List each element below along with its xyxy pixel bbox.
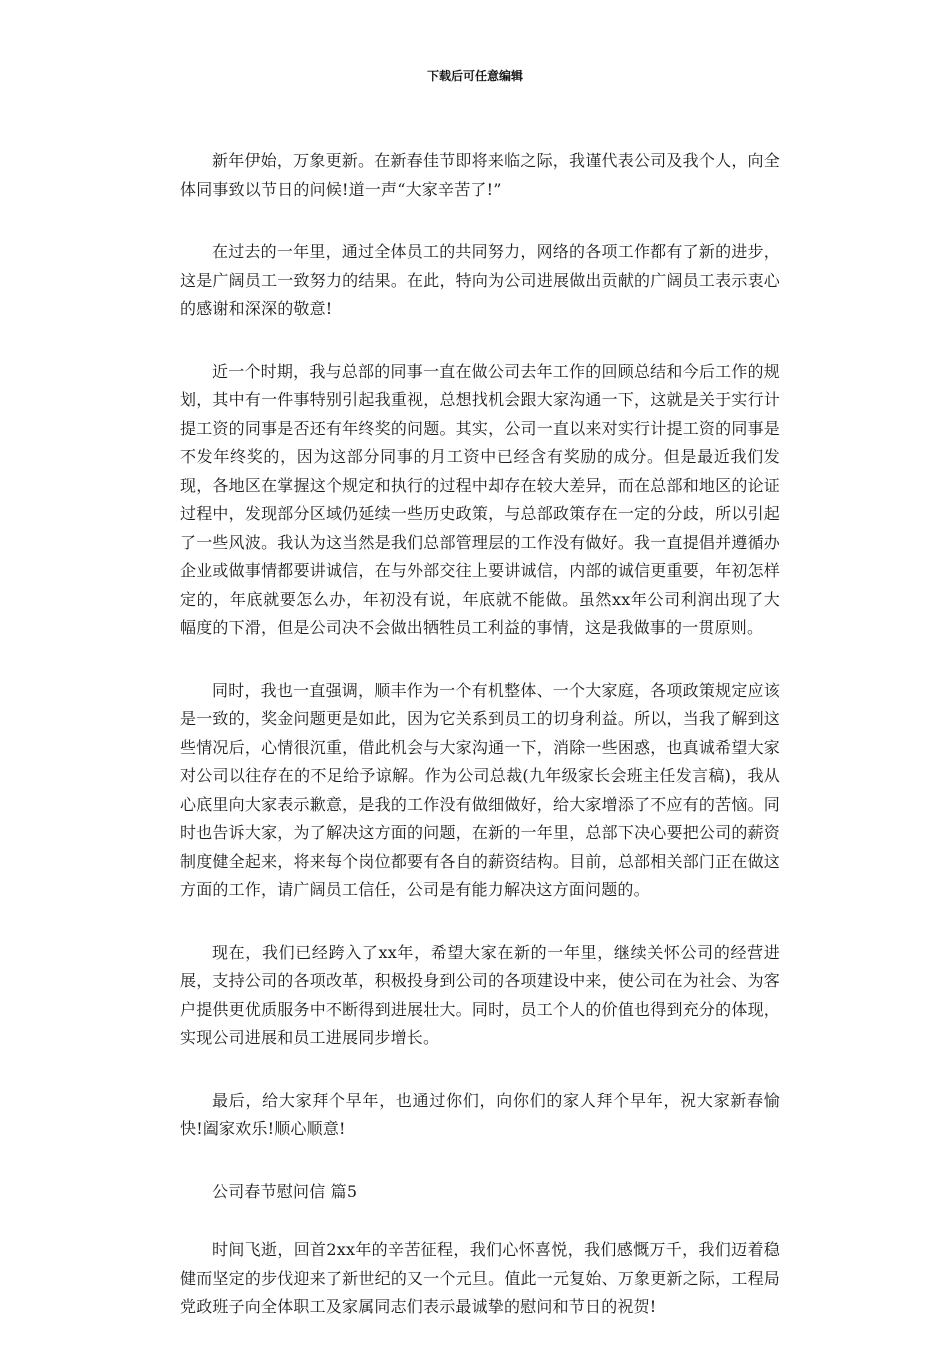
paragraph-new-section: 时间飞逝，回首2xx年的辛苦征程，我们心怀喜悦，我们感慨万千，我们迈着稳健而坚定的步伐迎来了新世纪的又一个元旦。值此一元复始、万象更新之际，工程局党政班子向全体职工及家属同志们表示最诚挚的慰问和节日的祝贺! xyxy=(180,1240,780,1316)
document-body xyxy=(180,147,780,1356)
section-heading: 公司春节慰问信 篇5 xyxy=(212,1181,358,1201)
paragraph-apology: 同时，我也一直强调，顺丰作为一个有机整体、一个大家庭，各项政策规定应该是一致的，奖金问题更是如此，因为它关系到员工的切身利益。所以，当我了解到这些情况后，心情很沉重，借此机会与大家沟通一下，消除一些困惑，也真诚希望大家对公司以往存在的不足给予谅解。作为公司总裁(九年级家长会班主任发言稿)，我从心底里向大家表示歉意，是我的工作没有做细做好，给大家增添了不应有的苦恼。同时也告诉大家，为了解决这方面的问题，在新的一年里，总部下决心要把公司的薪资制度健全起来，将来每个岗位都要有各自的薪资结构。目前，总部相关部门正在做这方面的工作，请广阔员工信任，公司是有能力解决这方面问题的。 xyxy=(180,680,780,899)
paragraph-bonus-issue: 近一个时期，我与总部的同事一直在做公司去年工作的回顾总结和今后工作的规划，其中有一件事特别引起我重视，总想找机会跟大家沟通一下，这就是关于实行计提工资的同事是否还有年终奖的问题。其实，公司一直以来对实行计提工资的同事是不发年终奖的，因为这部分同事的月工资中已经含有奖励的成分。但是最近我们发现，各地区在掌握这个规定和执行的过程中却存在较大差异，而在总部和地区的论证过程中，发现部分区域仍延续一些历史政策，与总部政策存在一定的分歧，所以引起了一些风波。我认为这当然是我们总部管理层的工作没有做好。我一直提倡并遵循办企业或做事情都要讲诚信，在与外部交往上要讲诚信，内部的诚信更重要，年初怎样定的，年底就要怎么办，年初没有说，年底就不能做。虽然xx年公司利润出现了大幅度的下滑，但是公司决不会做出牺牲员工利益的事情，这是我做事的一贯原则。 xyxy=(180,361,780,637)
paragraph-greeting: 新年伊始，万象更新。在新春佳节即将来临之际，我谨代表公司及我个人，向全体同事致以节日的问候!道一声“大家辛苦了!” xyxy=(180,151,780,199)
paragraph-closing: 最后，给大家拜个早年，也通过你们，向你们的家人拜个早年，祝大家新春愉快!阖家欢乐!顺心顺意! xyxy=(180,1090,780,1138)
page-header: 下载后可任意编辑 xyxy=(426,69,523,83)
paragraph-thanks: 在过去的一年里，通过全体员工的共同努力，网络的各项工作都有了新的进步，这是广阔员工一致努力的结果。在此，特向为公司进展做出贡献的广阔员工表示衷心的感谢和深深的敬意! xyxy=(180,242,780,318)
paragraph-outlook: 现在，我们已经跨入了xx年，希望大家在新的一年里，继续关怀公司的经营进展，支持公司的各项改革，积极投身到公司的各项建设中来，使公司在为社会、为客户提供更优质服务中不断得到进展壮大。同时，员工个人的价值也得到充分的体现，实现公司进展和员工进展同步增长。 xyxy=(180,942,780,1047)
